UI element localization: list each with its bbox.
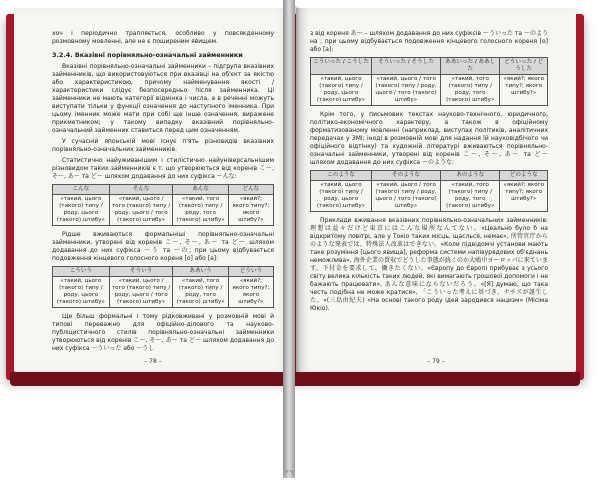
table-cell: «такий, цього (такого) типу / роду, цього (такого) штибу»: [311, 75, 372, 106]
table-header-cell: どういった / どうした: [500, 58, 548, 75]
table-cell: «такий, того (такого) типу / роду, того (такого) штибу»: [173, 195, 228, 226]
left-intro-text: хоч і періодично трапляється, особливо у повсякденному розмовному мовленні, але не є поширеним явищем.: [52, 30, 274, 45]
left-paragraph-5: Ще більш формальні і тому рідковживані у розмовній мові й типові переважно для офіційно-ділового та науково-публіцистичного стилів порівняльно-означальні займенники утворюються від коренів こ〜, そ〜, あ〜 та ど〜 шляхом додавання до них суфікса 〜ういった або 〜うし: [52, 313, 274, 352]
table-cell: «який?; якого типу?; якого штибу?»: [228, 277, 273, 308]
table-header-cell: ああいう: [173, 267, 228, 277]
table-cell: «який?; якого типу?; якого штибу?»: [228, 195, 273, 226]
pronoun-table-4: [310, 170, 548, 212]
pronoun-table-1: [52, 184, 274, 226]
table-header-cell: そういう: [109, 267, 173, 277]
left-paragraph-1: Вказівні порівняльно-означальні займенники – підгрупа вказівних займенників, що використовуються при вказівці на об'єкт за якістю або характеристикою, причому найменування якості / характеристики слідує безпосередньо після займенника. Ці займенники не мають категорії відмінка і числа, а в реченні можуть виступати тільки у функції означення до наступного іменника. При цьому іменник може мати при собі ще інше означення, виражене прикметником; у такому випадку вказівний порівняльно-означальний займенник ставиться перед цим означенням.: [52, 63, 274, 134]
table-header-cell: そういった / そうした: [372, 58, 441, 75]
table-cell: «такий, того (такого) типу / роду, того (такого) штибу»: [441, 75, 500, 106]
table-cell: «який?; якого типу?; якого штибу?»: [500, 181, 548, 212]
bookmark-ribbon: [283, 0, 295, 478]
section-heading: 3.2.4. Вказівні порівняльно-означальні займенники: [52, 51, 243, 59]
right-top-text: з від кореня あ〜 – шляхом додавання до них суфіксів 〜ういった та 〜のよう на ; при цьому відбувається подовження кінцевого голосного кореня [о] або [а]:: [310, 30, 548, 53]
table-header-cell: こういう: [53, 267, 110, 277]
table-header-cell: どういう: [228, 267, 273, 277]
left-paragraph-2: У сучасній японській мові існує п'ять різновидів вказівних порівняльно-означальних займенників.: [52, 138, 274, 153]
table-header-cell: そのような: [372, 171, 441, 181]
table-cell: «такий, цього / того (такого) типу / роду, цього / того (такого) штибу»: [109, 277, 173, 308]
left-paragraph-3: Статистично найуживанішим і стилістично найуніверсальнішим різновидом таких займенників є т. що утворюються від коренів こ〜, そ〜, あ〜 та ど〜 шляхом додавання до них суфікса 〜んな:: [52, 157, 274, 180]
page-number-left: – 78 –: [144, 358, 162, 365]
table-header-cell: こんな: [53, 185, 110, 195]
table-cell: «такий, того (такого) типу / роду, того (такого) штибу»: [441, 181, 500, 212]
table-cell: «такий, цього / того (такого) типу / роду, цього / того (такого) штибу»: [109, 195, 173, 226]
left-paragraph-4: Рідше вживаються формальніші порівняльно-означальні займенники, утворені від коренів こ〜, そ〜, あ〜 та ど〜 шляхом додавання до них суфікса 〜う та 〜の; при цьому відбувається подовження кінцевого голосного кореня [о] або [а]:: [52, 231, 274, 262]
table-header-cell: そんな: [109, 185, 173, 195]
table-header-cell: ああいった / ああした: [441, 58, 500, 75]
table-cell: «такий, цього (такого) типу / роду, цього (такого) штибу»: [53, 195, 110, 226]
right-paragraph-2: Приклади вживання вказівних порівняльно-означальних займенників: 理想は益々だけど東京にはこんな場所なんてない。«Цеально було б на відкритому повітрі, але у Токіо таких місць, щаслься, немає», 所管官庁からのような発表では、特殊法人改革はできない。«Коли підвідомчі установи мають таке розуміння [цього явища], реформа системи напівурядових об'єднань неможлива», 海外企業の買収でどうした事態が続くのか大嶋中ヨーロッパに来ています。下付金を要求して、働きたくない。«Європу до Європі прибуває з усього світу велика кількість таких людей, які вимагають грошової допомоги і не бажають працювати», あんな意味にならないだろう。«[Я] думаю, що така честь подібна не може кратися», 「こういった考えに基づき、ナチスが誕生した。»(三島由紀夫) «На основі такого роду ідей зародився нацизм» (Місіма Юкіо).: [310, 217, 549, 312]
right-page: [296, 8, 576, 372]
pronoun-table-2: [52, 266, 274, 308]
table-header-cell: どんな: [228, 185, 273, 195]
right-paragraph-1: Крім того, у письмових текстах науково-технічного, юридичного, політико-економічного характеру, а також в офіційному форматизованому мовленні (наприклад, виступах політиків, аналітичних передачах у ЗМІ; іноді в розмовній мові для надання їй науковідбічого чи офіційного відтінку) та художній літературі вживаються порівняльно-означальні займенники, утворені від коренів こ〜, そ〜, あ〜 та ど〜 шляхом додавання до них суфікса 〜のような:: [310, 111, 548, 166]
page-number-right: – 79 –: [427, 358, 445, 365]
table-header-cell: こういった / こうした: [311, 58, 372, 75]
pronoun-table-3: [310, 57, 548, 106]
table-header-cell: このような: [311, 171, 372, 181]
table-cell: «такий, того (такого) типу / роду, того (такого) штибу»: [173, 277, 228, 308]
table-cell: «такий, цього (такого) типу / роду, цього (такого) штибу»: [311, 181, 372, 212]
table-cell: «такий, цього / того (такого) типу / роду, цього / того (такого) штибу»: [372, 181, 441, 212]
table-header-cell: あのような: [441, 171, 500, 181]
bookmark-ribbon-tip: [283, 470, 295, 478]
table-cell: «такий, цього (такого) типу / роду, цього (такого) штибу»: [53, 277, 110, 308]
table-header-cell: あんな: [173, 185, 228, 195]
left-page: [14, 8, 292, 372]
table-cell: «який?; якого типу?; якого штибу?»: [500, 75, 548, 106]
table-cell: «такий, цього / того (такого) типу / роду, цього / того (такого) штибу»: [372, 75, 441, 106]
table-header-cell: どのような: [500, 171, 548, 181]
